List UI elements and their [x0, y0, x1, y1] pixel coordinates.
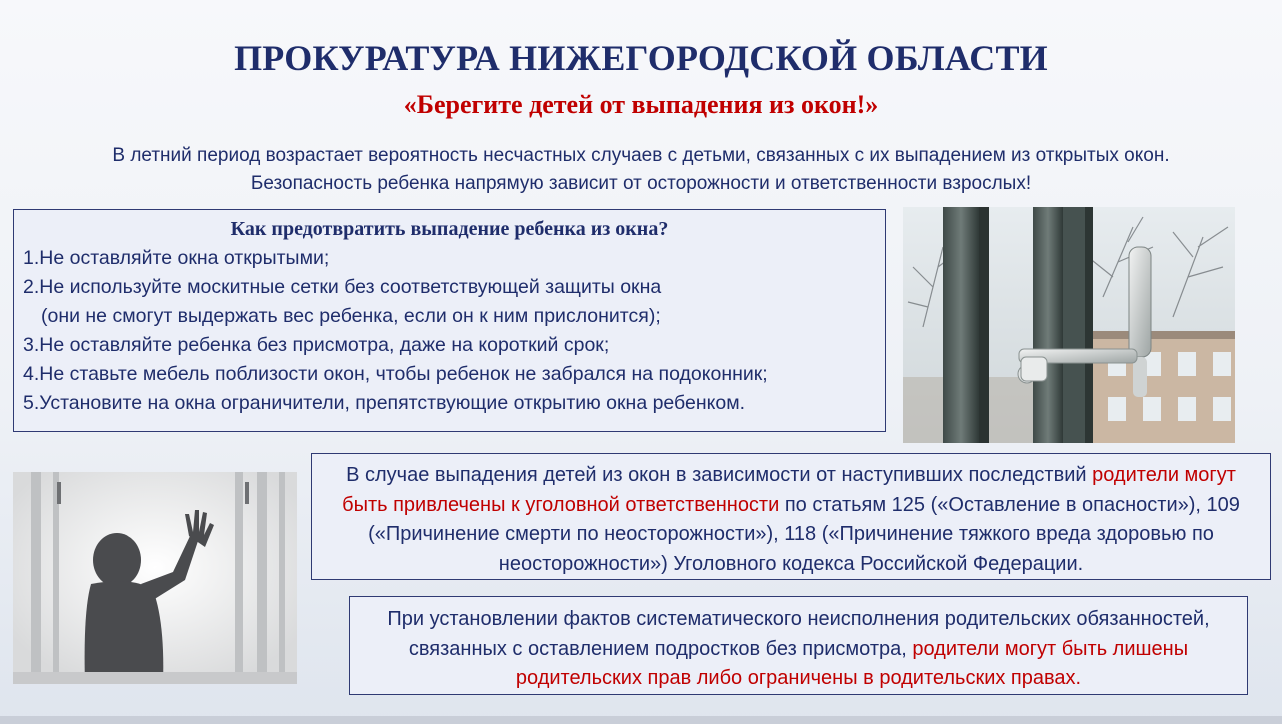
tip-subtext: (они не смогут выдержать вес ребенка, если он к ним прислонится); [41, 305, 661, 327]
liability-part-1: В случае выпадения детей из окон в зависимости от наступивших последствий [346, 464, 1093, 486]
bottom-divider [0, 716, 1282, 724]
tips-list [14, 244, 885, 418]
tip-text: 2.Не используйте москитные сетки без соответствующей защиты окна [23, 276, 662, 298]
intro-line-2: Безопасность ребенка напрямую зависит от осторожности и ответственности взрослых! [250, 173, 1032, 194]
child-at-window-photo [13, 472, 297, 684]
tip-text: 4.Не ставьте мебель поблизости окон, чтобы ребенок не забрался на подоконник; [23, 363, 768, 385]
rights-text [350, 597, 1247, 694]
liability-part-3: по статьям 125 («Оставление в опасности»), 109 («Причинение смерти по неосторожности»), 118 («Причинение тяжкого вреда здоровью по неосторожности») Уголовного кодекса Российской Федерации. [368, 493, 1240, 575]
tip-item [23, 331, 885, 360]
page-subtitle: «Берегите детей от выпадения из окон!» [403, 90, 879, 119]
intro-line-1: В летний период возрастает вероятность несчастных случаев с детьми, связанных с их выпадением из открытых окон. [112, 145, 1170, 166]
intro-text [10, 142, 1272, 198]
window-handle-photo [903, 207, 1235, 443]
tip-item [23, 360, 885, 389]
window-handle-illustration [903, 207, 1235, 443]
tip-text: 1.Не оставляйте окна открытыми; [23, 247, 330, 269]
parental-rights-box [349, 596, 1248, 695]
tip-item [23, 389, 885, 418]
liability-highlight: родители могут быть привлечены к уголовной ответственности [342, 464, 1236, 516]
prevention-tips-box [13, 209, 886, 432]
tips-heading: Как предотвратить выпадение ребенка из окна? [230, 218, 669, 240]
tip-text: 3.Не оставляйте ребенка без присмотра, даже на короткий срок; [23, 334, 610, 356]
child-at-window-illustration [13, 472, 297, 684]
rights-part-1: При установлении фактов систематического неисполнения родительских обязанностей, связанных с оставлением подростков без присмотра, [387, 608, 1210, 660]
tip-item [23, 273, 885, 331]
liability-text [312, 454, 1270, 579]
rights-highlight: родители могут быть лишены родительских прав либо ограничены в родительских правах. [515, 637, 1189, 689]
tip-item [23, 244, 885, 273]
tip-text: 5.Установите на окна ограничители, препятствующие открытию окна ребенком. [23, 392, 746, 414]
criminal-liability-box [311, 453, 1271, 580]
page-title: ПРОКУРАТУРА НИЖЕГОРОДСКОЙ ОБЛАСТИ [234, 38, 1048, 78]
